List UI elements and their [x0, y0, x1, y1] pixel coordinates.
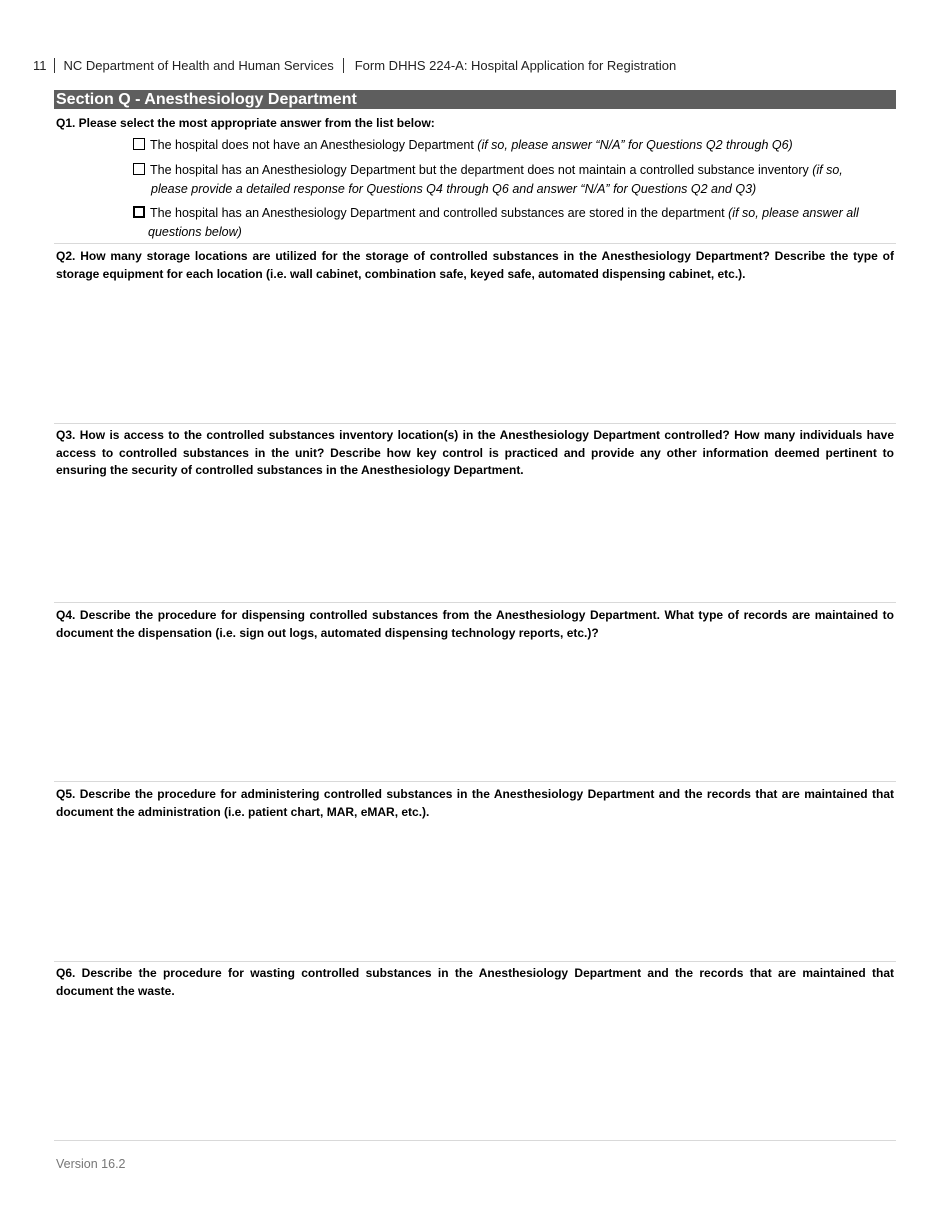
q1-option-3[interactable]	[133, 204, 893, 242]
divider	[54, 781, 896, 782]
option-3-note: (if so, please answer all	[728, 206, 859, 220]
q4-prompt: Q4. Describe the procedure for dispensing controlled substances from the Anesthesiology Department. What type of records are maintained to document the dispensation (i.e. sign out logs, automated dispensing technology reports, etc.)?	[56, 608, 894, 640]
q1-option-2[interactable]	[133, 161, 893, 199]
divider	[54, 243, 896, 244]
page-number: 11	[33, 58, 55, 73]
footer-divider	[54, 1140, 896, 1141]
q1-prompt: Q1. Please select the most appropriate answer from the list below:	[56, 116, 435, 130]
option-1-text: The hospital does not have an Anesthesiology Department	[150, 138, 478, 152]
option-1-note: (if so, please answer “N/A” for Questions Q2 through Q6)	[477, 138, 793, 152]
divider	[54, 423, 896, 424]
option-2-note-continued: please provide a detailed response for Questions Q4 through Q6 and answer “N/A” for Questions Q2 and Q3)	[151, 182, 757, 196]
option-3-note-continued: questions below)	[148, 225, 242, 239]
page-header	[33, 56, 676, 74]
checkbox-no-inventory[interactable]	[133, 163, 145, 175]
option-3-text: The hospital has an Anesthesiology Department and controlled substances are stored in the department	[150, 206, 729, 220]
q3-prompt: Q3. How is access to the controlled substances inventory location(s) in the Anesthesiology Department controlled? How many individuals have access to controlled substances in the unit? Describe how key control is practiced and provide any other information deemed pertinent to ensuring the security of controlled substances in the Anesthesiology Department.	[56, 428, 894, 477]
department-name: NC Department of Health and Human Services	[55, 58, 344, 73]
checkbox-stored-in-department[interactable]	[133, 206, 145, 218]
option-2-text: The hospital has an Anesthesiology Department but the department does not maintain a controlled substance inventory	[150, 163, 813, 177]
section-title: Section Q - Anesthesiology Department	[54, 90, 896, 109]
form-title: Form DHHS 224-A: Hospital Application for Registration	[354, 57, 677, 73]
q2-prompt: Q2. How many storage locations are utilized for the storage of controlled substances in the Anesthesiology Department? Describe the type of storage equipment for each location (i.e. wall cabinet, combination safe, keyed safe, automated dispensing cabinet, etc.).	[56, 249, 894, 281]
checkbox-no-department[interactable]	[133, 138, 145, 150]
version-label: Version 16.2	[56, 1157, 126, 1171]
q5-prompt: Q5. Describe the procedure for administering controlled substances in the Anesthesiology Department and the records that are maintained that document the administration (i.e. patient chart, MAR, eMAR, etc.).	[56, 787, 894, 819]
q6-prompt: Q6. Describe the procedure for wasting controlled substances in the Anesthesiology Department and the records that are maintained that document the waste.	[56, 966, 894, 998]
divider	[54, 961, 896, 962]
option-2-note: (if so,	[812, 163, 843, 177]
divider	[54, 602, 896, 603]
q1-option-1[interactable]	[133, 136, 893, 155]
